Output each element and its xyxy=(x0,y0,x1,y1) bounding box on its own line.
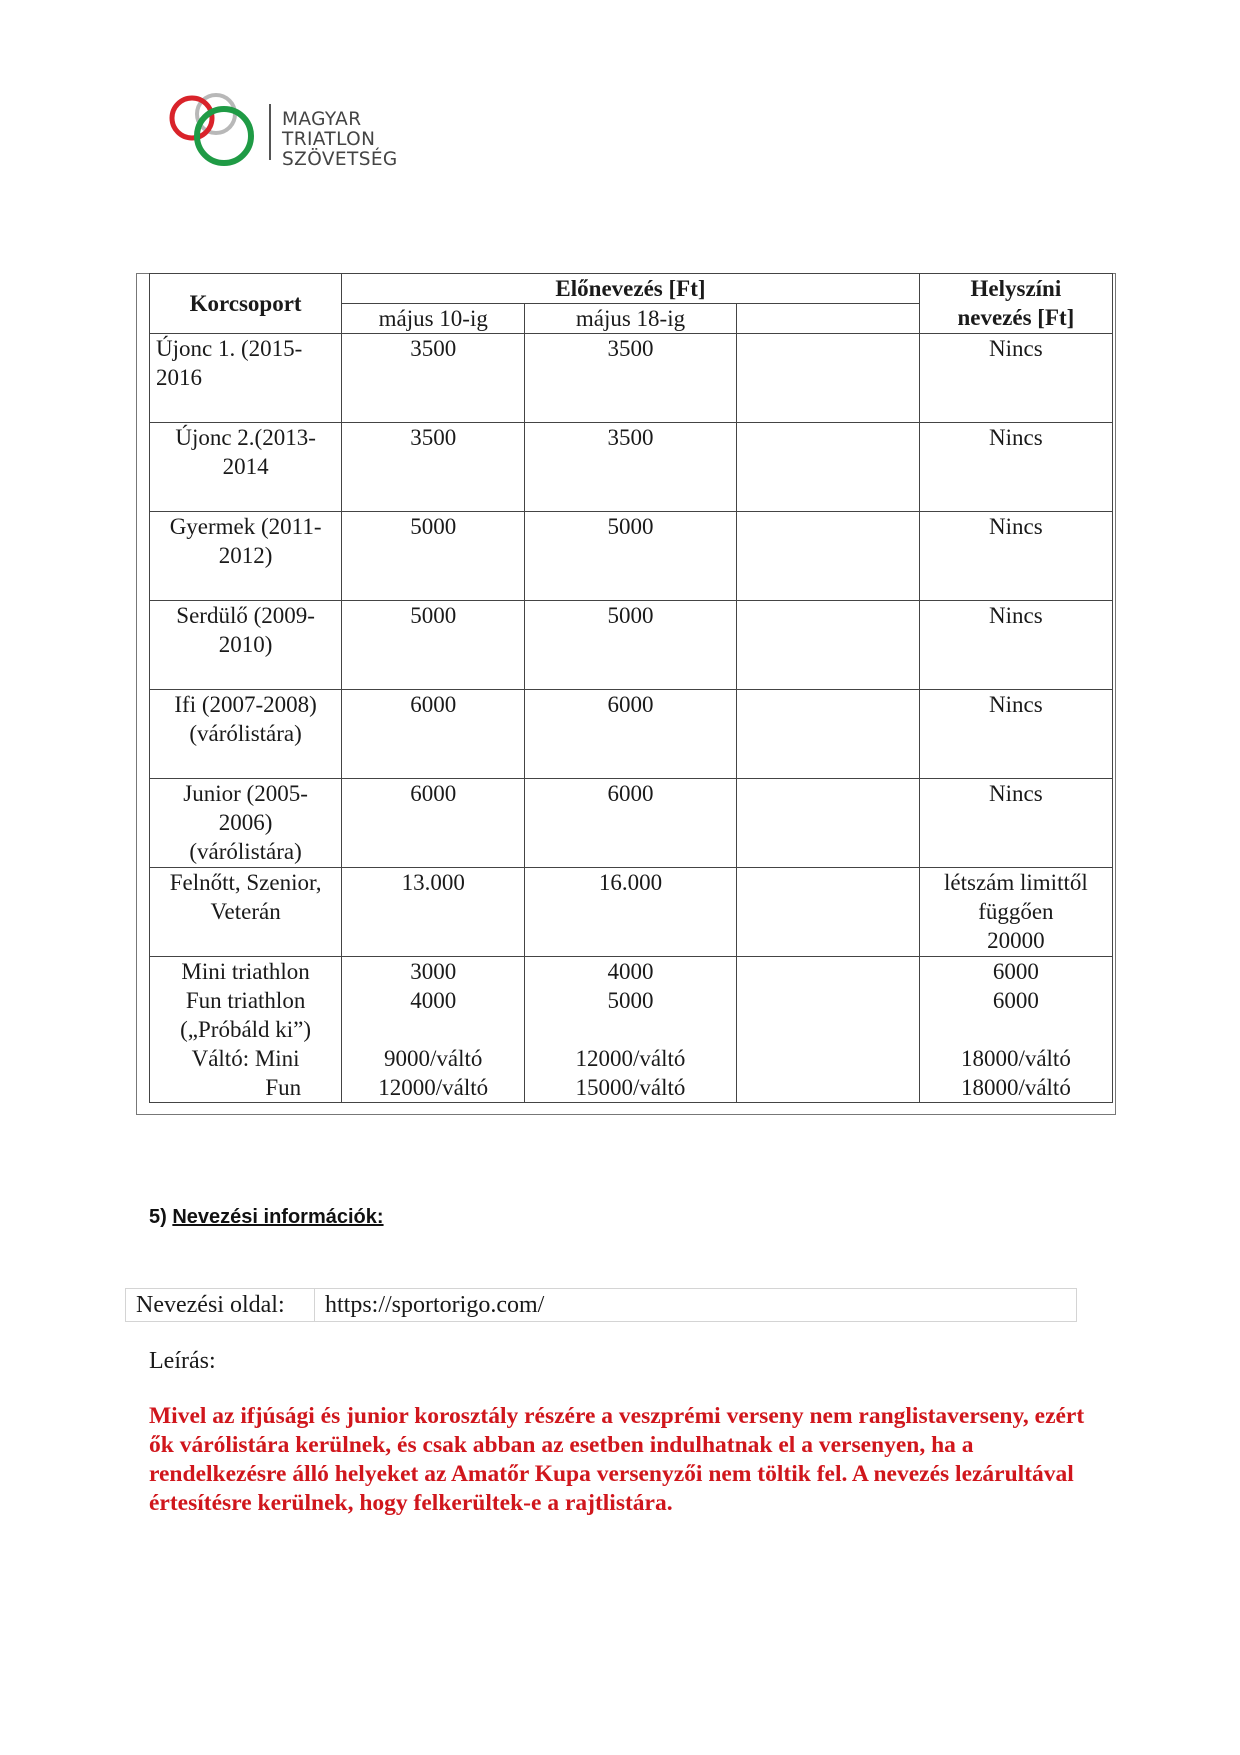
category-line: Felnőtt, Szenior, xyxy=(169,870,322,895)
table-row xyxy=(150,601,1113,690)
fee-deadline-2-line: 3500 xyxy=(607,425,654,450)
federation-logo xyxy=(166,86,496,176)
header-onsite-line1: Helyszíni xyxy=(970,276,1062,301)
federation-name xyxy=(282,110,496,170)
registration-table xyxy=(125,1288,1077,1322)
onsite-fee-cell xyxy=(919,957,1112,1103)
category-line: Veterán xyxy=(210,899,281,924)
empty-cell xyxy=(736,690,919,779)
category-cell xyxy=(150,512,342,601)
fee-deadline-1-cell xyxy=(342,690,525,779)
category-line: („Próbáld ki”) xyxy=(180,1017,312,1042)
fee-deadline-2-cell xyxy=(525,334,736,423)
table-row xyxy=(150,957,1113,1103)
onsite-fee-line: 6000 xyxy=(992,959,1039,984)
fee-table xyxy=(149,273,1113,1103)
fee-deadline-2-line: 16.000 xyxy=(598,870,663,895)
category-line: Serdülő (2009- xyxy=(176,603,315,628)
header-pre-registration: Előnevezés [Ft] xyxy=(342,274,920,304)
fee-deadline-1-line: 3000 xyxy=(410,959,457,984)
fee-deadline-2-line: 5000 xyxy=(607,988,654,1013)
fee-deadline-2-line: 4000 xyxy=(607,959,654,984)
fee-deadline-2-line: 15000/váltó xyxy=(575,1075,686,1100)
fee-deadline-1-line: 4000 xyxy=(410,988,457,1013)
category-line: Újonc 1. (2015- xyxy=(156,336,303,361)
category-line: Mini triathlon xyxy=(181,959,310,984)
empty-cell xyxy=(736,423,919,512)
fee-table-body xyxy=(150,334,1113,1103)
fee-deadline-2-line: 6000 xyxy=(607,781,654,806)
fee-deadline-1-line: 9000/váltó xyxy=(384,1046,483,1071)
section-heading xyxy=(149,1206,384,1229)
category-cell xyxy=(150,601,342,690)
category-line: 2014 xyxy=(222,454,269,479)
federation-name-line2: TRIATLON SZÖVETSÉG xyxy=(282,129,398,170)
category-line: Ifi (2007-2008) xyxy=(174,692,317,717)
fee-deadline-2-cell xyxy=(525,512,736,601)
header-onsite xyxy=(919,274,1112,334)
logo-divider xyxy=(269,104,271,160)
table-row xyxy=(150,423,1113,512)
category-cell xyxy=(150,957,342,1103)
fee-deadline-1-cell xyxy=(342,512,525,601)
onsite-fee-line: 6000 xyxy=(992,988,1039,1013)
category-line: Fun xyxy=(265,1075,302,1100)
category-line: Gyermek (2011- xyxy=(169,514,322,539)
category-line: (várólistára) xyxy=(189,721,302,746)
onsite-fee-cell xyxy=(919,334,1112,423)
onsite-fee-line: Nincs xyxy=(989,425,1043,450)
onsite-fee-cell xyxy=(919,601,1112,690)
onsite-fee-line: létszám limittől xyxy=(944,870,1088,895)
description-label: Leírás: xyxy=(149,1348,216,1374)
fee-deadline-1-cell xyxy=(342,957,525,1103)
empty-cell xyxy=(736,512,919,601)
section-title: Nevezési információk: xyxy=(172,1206,384,1228)
fee-deadline-1-cell xyxy=(342,868,525,957)
header-empty xyxy=(736,304,919,334)
fee-deadline-2-line: 5000 xyxy=(607,603,654,628)
header-deadline-2: május 18-ig xyxy=(525,304,736,334)
empty-cell xyxy=(736,334,919,423)
fee-deadline-2-cell xyxy=(525,690,736,779)
onsite-fee-line xyxy=(926,1015,1106,1044)
fee-deadline-1-line: 12000/váltó xyxy=(378,1075,489,1100)
fee-deadline-2-line: 6000 xyxy=(607,692,654,717)
table-row xyxy=(150,334,1113,423)
fee-deadline-1-line: 6000 xyxy=(410,692,457,717)
onsite-fee-cell xyxy=(919,512,1112,601)
fee-deadline-2-cell xyxy=(525,957,736,1103)
onsite-fee-line: Nincs xyxy=(989,514,1043,539)
onsite-fee-line: Nincs xyxy=(989,336,1043,361)
onsite-fee-cell xyxy=(919,690,1112,779)
onsite-fee-line: 20000 xyxy=(987,928,1045,953)
category-cell xyxy=(150,868,342,957)
onsite-fee-line: 18000/váltó xyxy=(960,1075,1071,1100)
onsite-fee-line: 18000/váltó xyxy=(960,1046,1071,1071)
category-cell xyxy=(150,423,342,512)
onsite-fee-line: Nincs xyxy=(989,692,1043,717)
fee-deadline-1-line: 5000 xyxy=(410,514,457,539)
category-cell xyxy=(150,690,342,779)
category-line: Junior (2005- xyxy=(183,781,308,806)
federation-name-line1: MAGYAR xyxy=(282,109,362,130)
category-line: Váltó: Mini xyxy=(191,1046,300,1071)
category-line: (várólistára) xyxy=(189,839,302,864)
fee-deadline-1-line: 5000 xyxy=(410,603,457,628)
category-cell xyxy=(150,334,342,423)
header-category: Korcsoport xyxy=(150,274,342,334)
fee-deadline-2-cell xyxy=(525,423,736,512)
empty-cell xyxy=(736,779,919,868)
fee-deadline-1-cell xyxy=(342,423,525,512)
header-deadline-1: május 10-ig xyxy=(342,304,525,334)
table-row xyxy=(150,868,1113,957)
section-number: 5) xyxy=(149,1206,167,1228)
onsite-fee-line: függően xyxy=(978,899,1054,924)
fee-deadline-2-cell xyxy=(525,601,736,690)
category-line: 2010) xyxy=(218,632,273,657)
onsite-fee-line: Nincs xyxy=(989,781,1043,806)
table-row xyxy=(150,779,1113,868)
description-text: Mivel az ifjúsági és junior korosztály részére a veszprémi verseny nem ranglistaverseny, ezért ők várólistára kerülnek, és csak abban az esetben indulhatnak el a versenyen, ha a rendelkezésre álló helyeket az Amatőr Kupa versenyzői nem töltik fel. A nevezés lezárultával értesítésre kerülnek, hogy felkerültek-e a rajtlistára. xyxy=(149,1403,1085,1516)
category-cell xyxy=(150,779,342,868)
registration-label: Nevezési oldal: xyxy=(126,1289,315,1322)
category-line: 2006) xyxy=(218,810,273,835)
onsite-fee-line: Nincs xyxy=(989,603,1043,628)
fee-deadline-1-cell xyxy=(342,601,525,690)
fee-deadline-2-line xyxy=(531,1015,729,1044)
fee-deadline-2-cell xyxy=(525,779,736,868)
table-row xyxy=(150,690,1113,779)
empty-cell xyxy=(736,957,919,1103)
registration-url[interactable]: https://sportorigo.com/ xyxy=(315,1289,1077,1322)
onsite-fee-cell xyxy=(919,423,1112,512)
fee-deadline-1-line xyxy=(348,1015,518,1044)
registration-row xyxy=(126,1289,1077,1322)
fee-deadline-2-line: 12000/váltó xyxy=(575,1046,686,1071)
fee-deadline-1-line: 3500 xyxy=(410,425,457,450)
table-row xyxy=(150,512,1113,601)
category-line: Újonc 2.(2013- xyxy=(175,425,316,450)
fee-deadline-1-line: 13.000 xyxy=(401,870,465,895)
fee-deadline-1-cell xyxy=(342,334,525,423)
onsite-fee-cell xyxy=(919,868,1112,957)
category-line: 2012) xyxy=(218,543,273,568)
fee-deadline-2-line: 5000 xyxy=(607,514,654,539)
fee-deadline-1-line: 3500 xyxy=(410,336,457,361)
header-onsite-line2: nevezés [Ft] xyxy=(957,305,1075,330)
fee-deadline-1-cell xyxy=(342,779,525,868)
onsite-fee-cell xyxy=(919,779,1112,868)
empty-cell xyxy=(736,601,919,690)
category-line: 2016 xyxy=(156,365,202,390)
olympic-rings-icon xyxy=(166,86,266,176)
fee-deadline-2-line: 3500 xyxy=(607,336,654,361)
fee-deadline-1-line: 6000 xyxy=(410,781,457,806)
category-line: Fun triathlon xyxy=(185,988,306,1013)
empty-cell xyxy=(736,868,919,957)
fee-deadline-2-cell xyxy=(525,868,736,957)
